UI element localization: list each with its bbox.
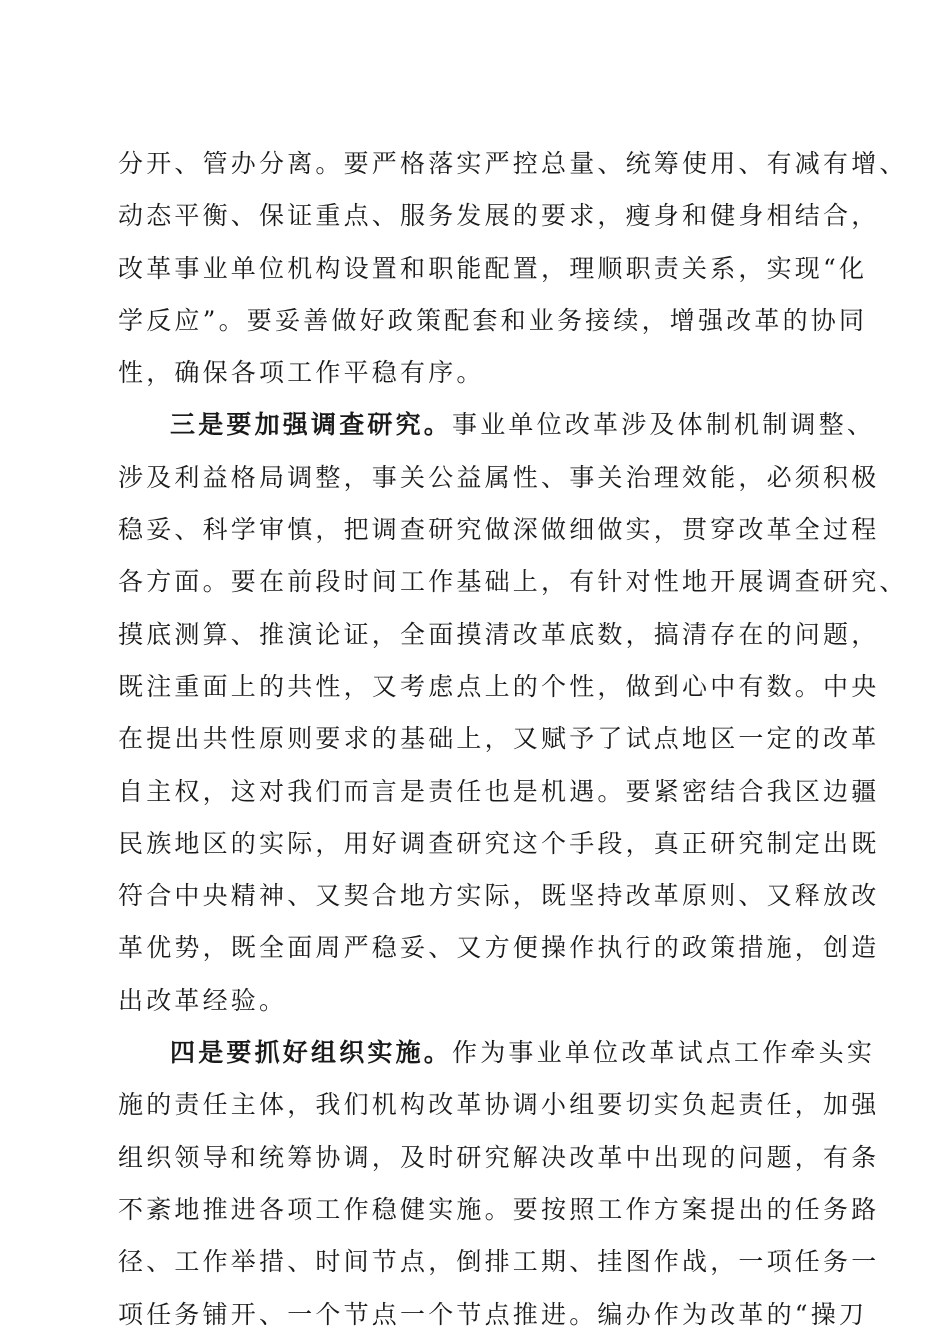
text-line: 动态平衡、保证重点、服务发展的要求，瘦身和健身相结合， [118,201,880,231]
paragraph-heading: 三是要加强调查研究。 [170,410,453,440]
text-line: 改革事业单位机构设置和职能配置，理顺职责关系，实现“化 [118,253,868,283]
paragraph-lead-text: 事业单位改革涉及体制机制调整、 [452,410,876,440]
text-line: 学反应”。要妥善做好政策配套和业务接续，增强改革的协同 [118,305,868,335]
paragraph-first-line [118,399,876,451]
text-line: 稳妥、科学审慎，把调查研究做深做细做实，贯穿改革全过程 [118,515,880,545]
paragraph-first-line [118,1027,876,1079]
text-line: 摸底测算、推演论证，全面摸清改革底数，搞清存在的问题， [118,619,880,649]
text-line: 涉及利益格局调整，事关公益属性、事关治理效能，必须积极 [118,462,880,492]
paragraph-continuation [118,138,908,399]
paragraph-heading: 四是要抓好组织实施。 [170,1038,453,1068]
paragraph-investigation-research [118,399,908,1027]
text-line: 符合中央精神、又契合地方实际，既坚持改革原则、又释放改 [118,881,880,911]
text-line: 不紊地推进各项工作稳健实施。要按照工作方案提出的任务路 [118,1194,880,1224]
text-line: 自主权，这对我们而言是责任也是机遇。要紧密结合我区边疆 [118,776,880,806]
text-line: 项任务铺开、一个节点一个节点推进。编办作为改革的“操刀 [118,1299,868,1329]
paragraph-lead-text: 作为事业单位改革试点工作牵头实 [452,1038,876,1068]
paragraph-organization-implementation [118,1027,880,1341]
text-line: 出改革经验。 [118,985,288,1015]
text-line: 性，确保各项工作平稳有序。 [118,358,485,388]
text-line: 径、工作举措、时间节点，倒排工期、挂图作战，一项任务一 [118,1247,880,1277]
text-line: 分开、管办分离。要严格落实严控总量、统筹使用、有减有增、 [118,149,908,178]
text-line: 施的责任主体，我们机构改革协调小组要切实负起责任，加强 [118,1090,880,1120]
text-line: 既注重面上的共性，又考虑点上的个性，做到心中有数。中央 [118,671,880,701]
document-body [118,138,908,1341]
text-line: 各方面。要在前段时间工作基础上，有针对性地开展调查研究、 [118,567,908,597]
text-line: 在提出共性原则要求的基础上，又赋予了试点地区一定的改革 [118,724,880,754]
text-line: 民族地区的实际，用好调查研究这个手段，真正研究制定出既 [118,828,880,858]
text-line: 组织领导和统筹协调，及时研究解决改革中出现的问题，有条 [118,1142,880,1172]
text-line: 革优势，既全面周严稳妥、又方便操作执行的政策措施，创造 [118,933,880,963]
